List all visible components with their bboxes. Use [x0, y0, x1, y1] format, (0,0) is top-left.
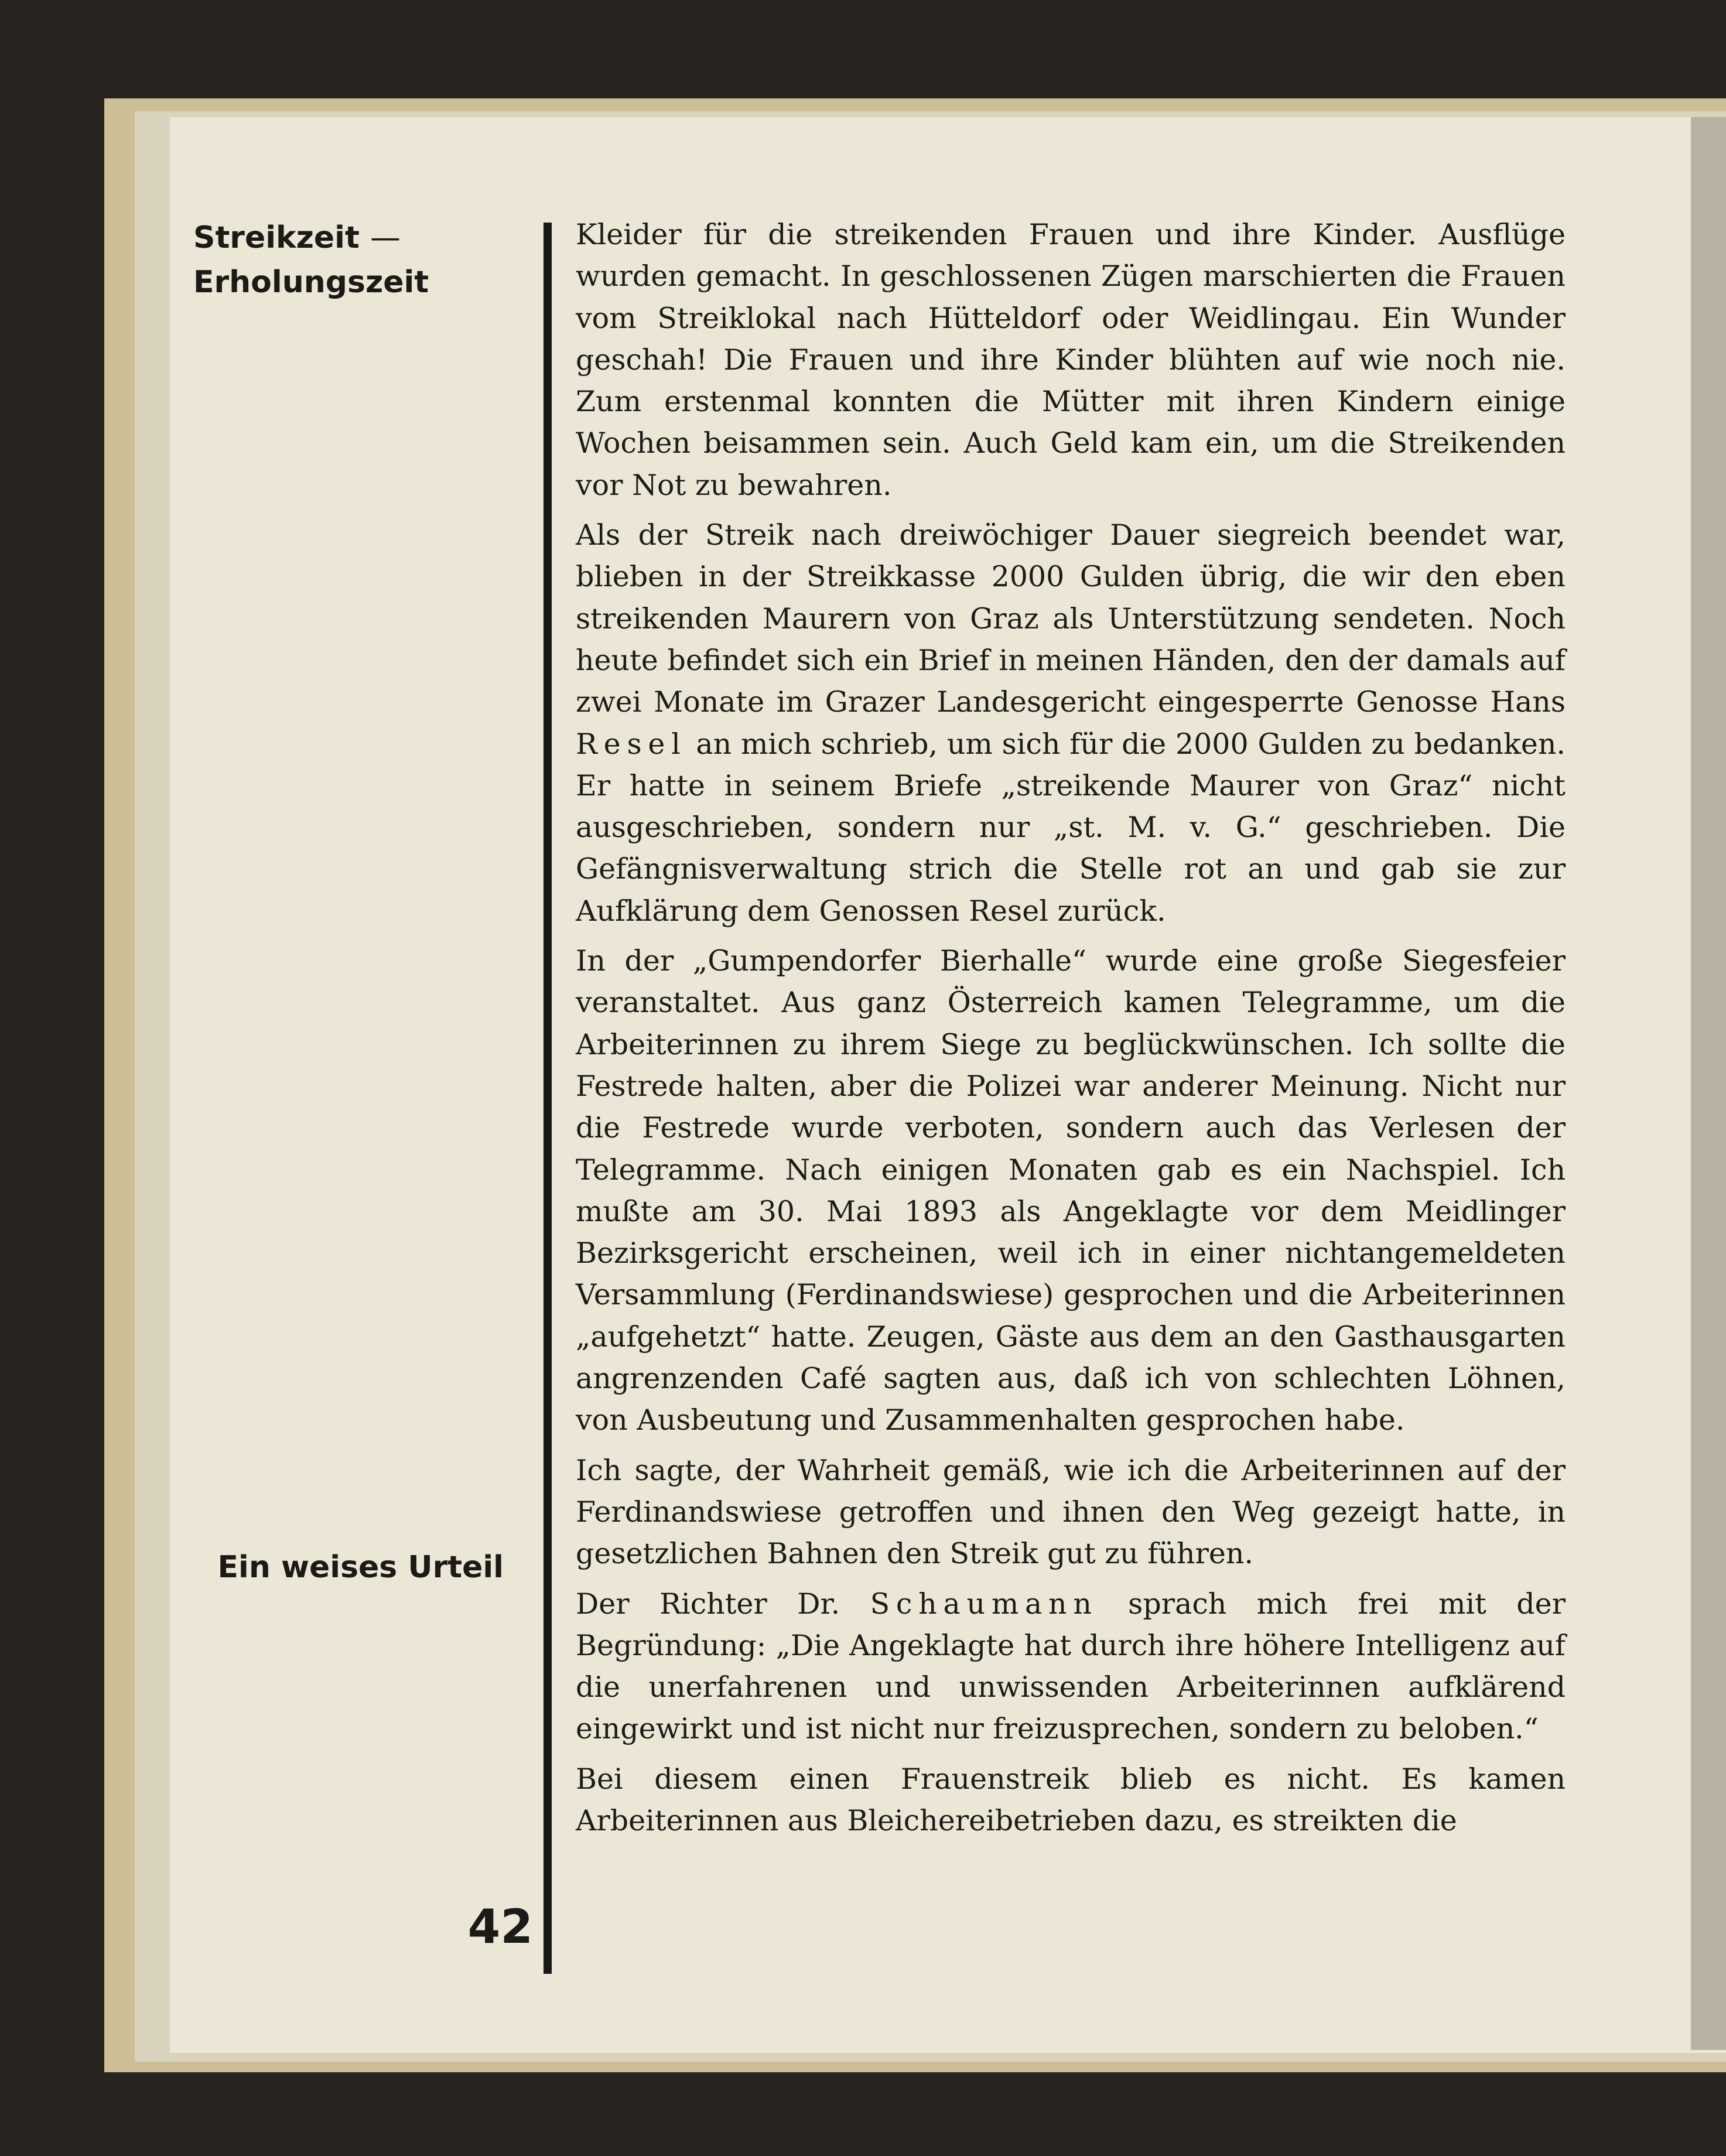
paragraph: Kleider für die streikenden Frauen und ihre Kinder. Ausflüge wurden gemacht. In geschlossenen Zügen marschierten die Frauen vom Streiklokal nach Hütteldorf oder Weidlingau. Ein Wunder geschah! Die Frauen und ihre Kinder blühten auf wie noch nie. Zum erstenmal konnten die Mütter mit ihren Kindern einige Wochen beisammen sein. Auch Geld kam ein, um die Streikenden vor Not zu bewahren. [576, 218, 1566, 502]
vertical-rule [544, 223, 552, 1974]
margin-heading-strike [193, 216, 521, 305]
body-text [576, 214, 1566, 1841]
margin-heading-line2: Erholungszeit [193, 265, 429, 300]
paragraph: Als der Streik nach dreiwöchiger Dauer siegreich beendet war, blieben in der Streikkasse 2000 Gulden übrig, die wir den eben streikenden Maurern von Graz als Unterstützung sendeten. Noch heute befindet sich ein Brief in meinen Händen, den der damals auf zwei Monate im Grazer Landesgericht eingesperrte Genosse Hans Resel an mich schrieb, um sich für die 2000 Gulden zu bedanken. Er hatte in seinem Briefe „streikende Maurer von Graz“ nicht ausgeschrieben, sondern nur „st. M. v. G.“ geschrieben. Die Gefängnisverwaltung strich die Stelle rot an und gab sie zur Aufklärung dem Genossen Resel zurück. [576, 518, 1566, 928]
page-number: 42 [467, 1899, 533, 1954]
paragraph: In der „Gumpendorfer Bierhalle“ wurde eine große Siegesfeier veranstaltet. Aus ganz Österreich kamen Telegramme, um die Arbeiterinnen zu ihrem Siege zu beglückwünschen. Ich sollte die Festrede halten, aber die Polizei war anderer Meinung. Nicht nur die Festrede wurde verboten, sondern auch das Verlesen der Telegramme. Nach einigen Monaten gab es ein Nachspiel. Ich mußte am 30. Mai 1893 als Angeklagte vor dem Meidlinger Bezirksgericht erscheinen, weil ich in einer nichtangemeldeten Versammlung (Ferdinandswiese) gesprochen und die Arbeiterinnen „aufgehetzt“ hatte. Zeugen, Gäste aus dem an den Gasthausgarten angrenzenden Café sagten aus, daß ich von schlechten Löhnen, von Ausbeutung und Zusammenhalten gesprochen habe. [576, 944, 1566, 1437]
paragraph: Bei diesem einen Frauenstreik blieb es nicht. Es kamen Arbeiterinnen aus Bleichereibetrieben dazu, es streikten die [576, 1762, 1566, 1837]
spaced-name: Schaumann [870, 1587, 1098, 1621]
margin-heading-line1: Streikzeit [193, 220, 360, 255]
page-gutter-shadow [1691, 117, 1726, 2050]
paragraph: Der Richter Dr. Schaumann sprach mich frei mit der Begründung: „Die Angeklagte hat durch ihre höhere Intelligenz auf die unerfahrenen und unwissenden Arbeiterinnen aufklärend eingewirkt und ist nicht nur freizusprechen, sondern zu beloben.“ [576, 1587, 1566, 1746]
spaced-name: Resel [576, 727, 687, 761]
paragraph: Ich sagte, der Wahrheit gemäß, wie ich die Arbeiterinnen auf der Ferdinandswiese getroffen und ihnen den Weg gezeigt hatte, in gesetzlichen Bahnen den Streik gut zu führen. [576, 1453, 1566, 1571]
margin-heading-dash: — [370, 220, 401, 255]
margin-heading-verdict: Ein weises Urteil [217, 1550, 504, 1585]
